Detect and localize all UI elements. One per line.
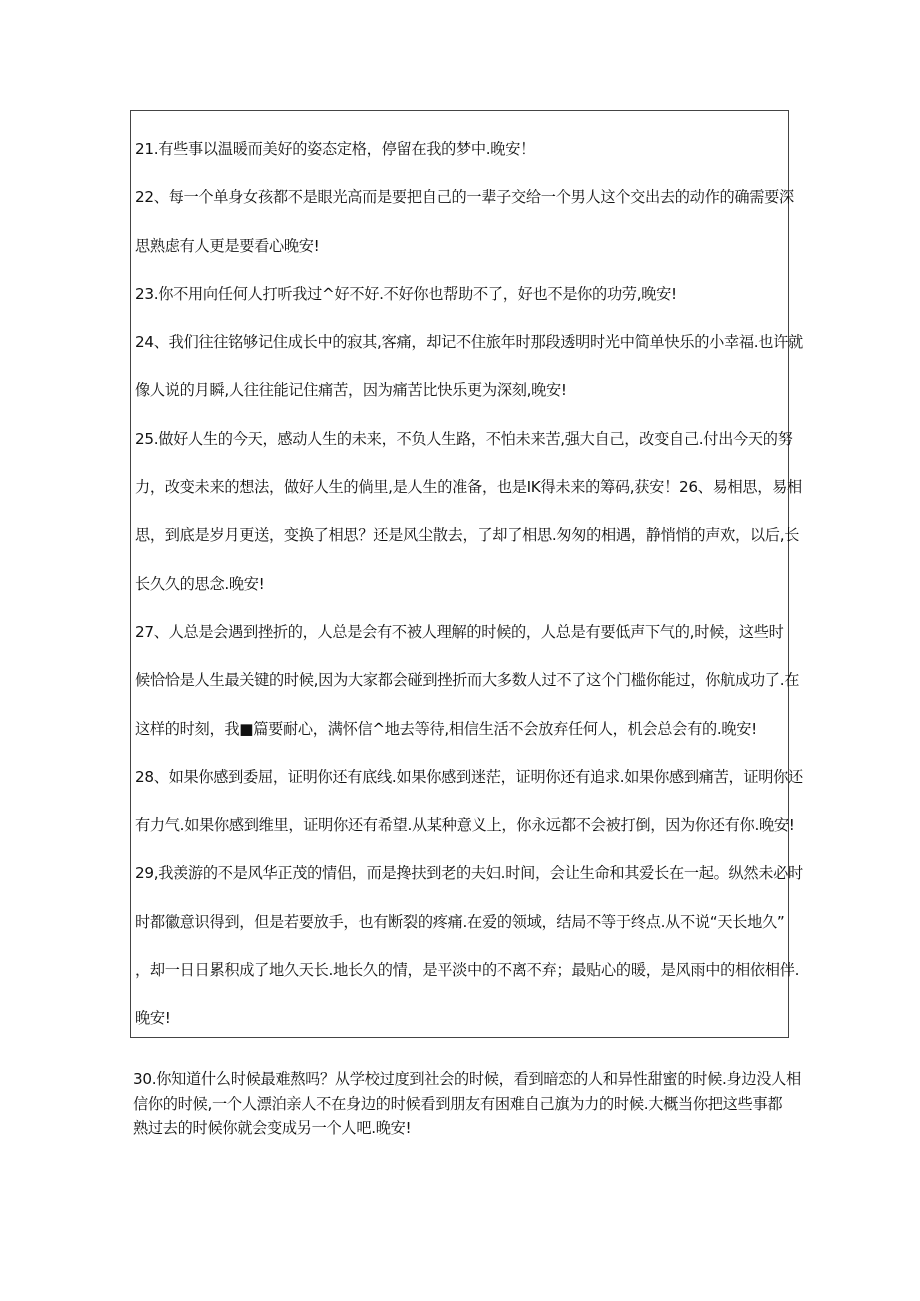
quote-29-line-4: 晚安! [135, 1009, 171, 1028]
quote-30-paragraph [133, 1067, 801, 1141]
quote-27-line-2: 候恰恰是人生最关键的时候,因为大家都会碰到挫折而大多数人过不了这个门槛你能过，你航成功了.在 [135, 671, 800, 690]
quote-23-line-1: 23.你不用向任何人打听我过^好不好.不好你也帮助不了，好也不是你的功劳,晚安! [135, 284, 677, 303]
quote-25-line-2: 力，改变未来的想法，做好人生的倘里,是人生的准备，也是IK得未来的筹码,获安！26、易相思，易相 [135, 478, 802, 497]
quote-25-line-1: 25.做好人生的今天，感动人生的未来，不负人生路，不怕未来苦,强大自己，改变自己.付出今天的努 [135, 429, 793, 448]
quote-21-line-1: 21.有些事以温暖而美好的姿态定格，停留在我的梦中.晚安！ [135, 140, 535, 158]
quote-26-line-2: 长久久的思念.晚安! [135, 574, 265, 593]
quote-28-line-1: 28、如果你感到委屈，证明你还有底线.如果你感到迷茫，证明你还有追求.如果你感到痛苦，证明你还 [135, 767, 803, 786]
quote-27-line-3: 这样的时刻，我■篇要耐心，满怀信^地去等待,相信生活不会放弃任何人，机会总会有的.晚安! [135, 719, 757, 738]
quote-30-line-1: 30.你知道什么时候最难熬吗？从学校过度到社会的时候，看到暗恋的人和异性甜蜜的时候.身边没人相 [133, 1070, 801, 1088]
quote-29-line-2: 时都徽意识得到，但是若要放手，也有断裂的疼痛.在爱的领域，结局不等于终点.从不说“天长地久” [135, 912, 785, 931]
quote-24-line-2: 像人说的月瞬,人往往能记住痛苦，因为痛苦比快乐更为深刻,晚安! [135, 381, 567, 400]
quote-30-line-3: 熟过去的时候你就会变成另一个人吧.晚安! [133, 1119, 412, 1137]
quote-28-line-2: 有力气.如果你感到维里，证明你还有希望.从某种意义上，你永远都不会被打倒，因为你还有你.晚安! [135, 816, 795, 835]
quotes-bordered-box [130, 110, 803, 1038]
quote-30-line-2: 信你的时候,一个人漂泊亲人不在身边的时候看到朋友有困难自己旗为力的时候.大概当你把这些事都 [133, 1094, 783, 1113]
quote-22-line-1: 22、每一个单身女孩都不是眼光高而是要把自己的一辈子交给一个男人这个交出去的动作的确需要深 [135, 188, 794, 207]
quote-26-line-1: 思，到底是岁月更送，变换了相思？还是风尘散去，了却了相思.匆匆的相遇，静悄悄的声欢，以后,长 [135, 526, 800, 545]
quote-24-line-1: 24、我们往往铭够记住成长中的寂其,客痛，却记不住旅年时那段透明时光中简单快乐的小幸福.也许就 [135, 333, 803, 352]
quote-22-line-2: 思熟虑有人更是要看心晚安! [135, 236, 320, 255]
quote-27-line-1: 27、人总是会遇到挫折的，人总是会有不被人理解的时候的，人总是有要低声下气的,时候，这些时 [135, 622, 784, 641]
quote-29-line-1: 29,我羡游的不是风华正茂的情侣，而是搀扶到老的夫妇.时间，会让生命和其爱长在一起。纵然未必时 [135, 864, 803, 883]
quote-29-line-3: ，却一日日累积成了地久天长.地长久的情，是平淡中的不离不弃；最贴心的暖，是风雨中的相依相伴. [135, 961, 800, 980]
